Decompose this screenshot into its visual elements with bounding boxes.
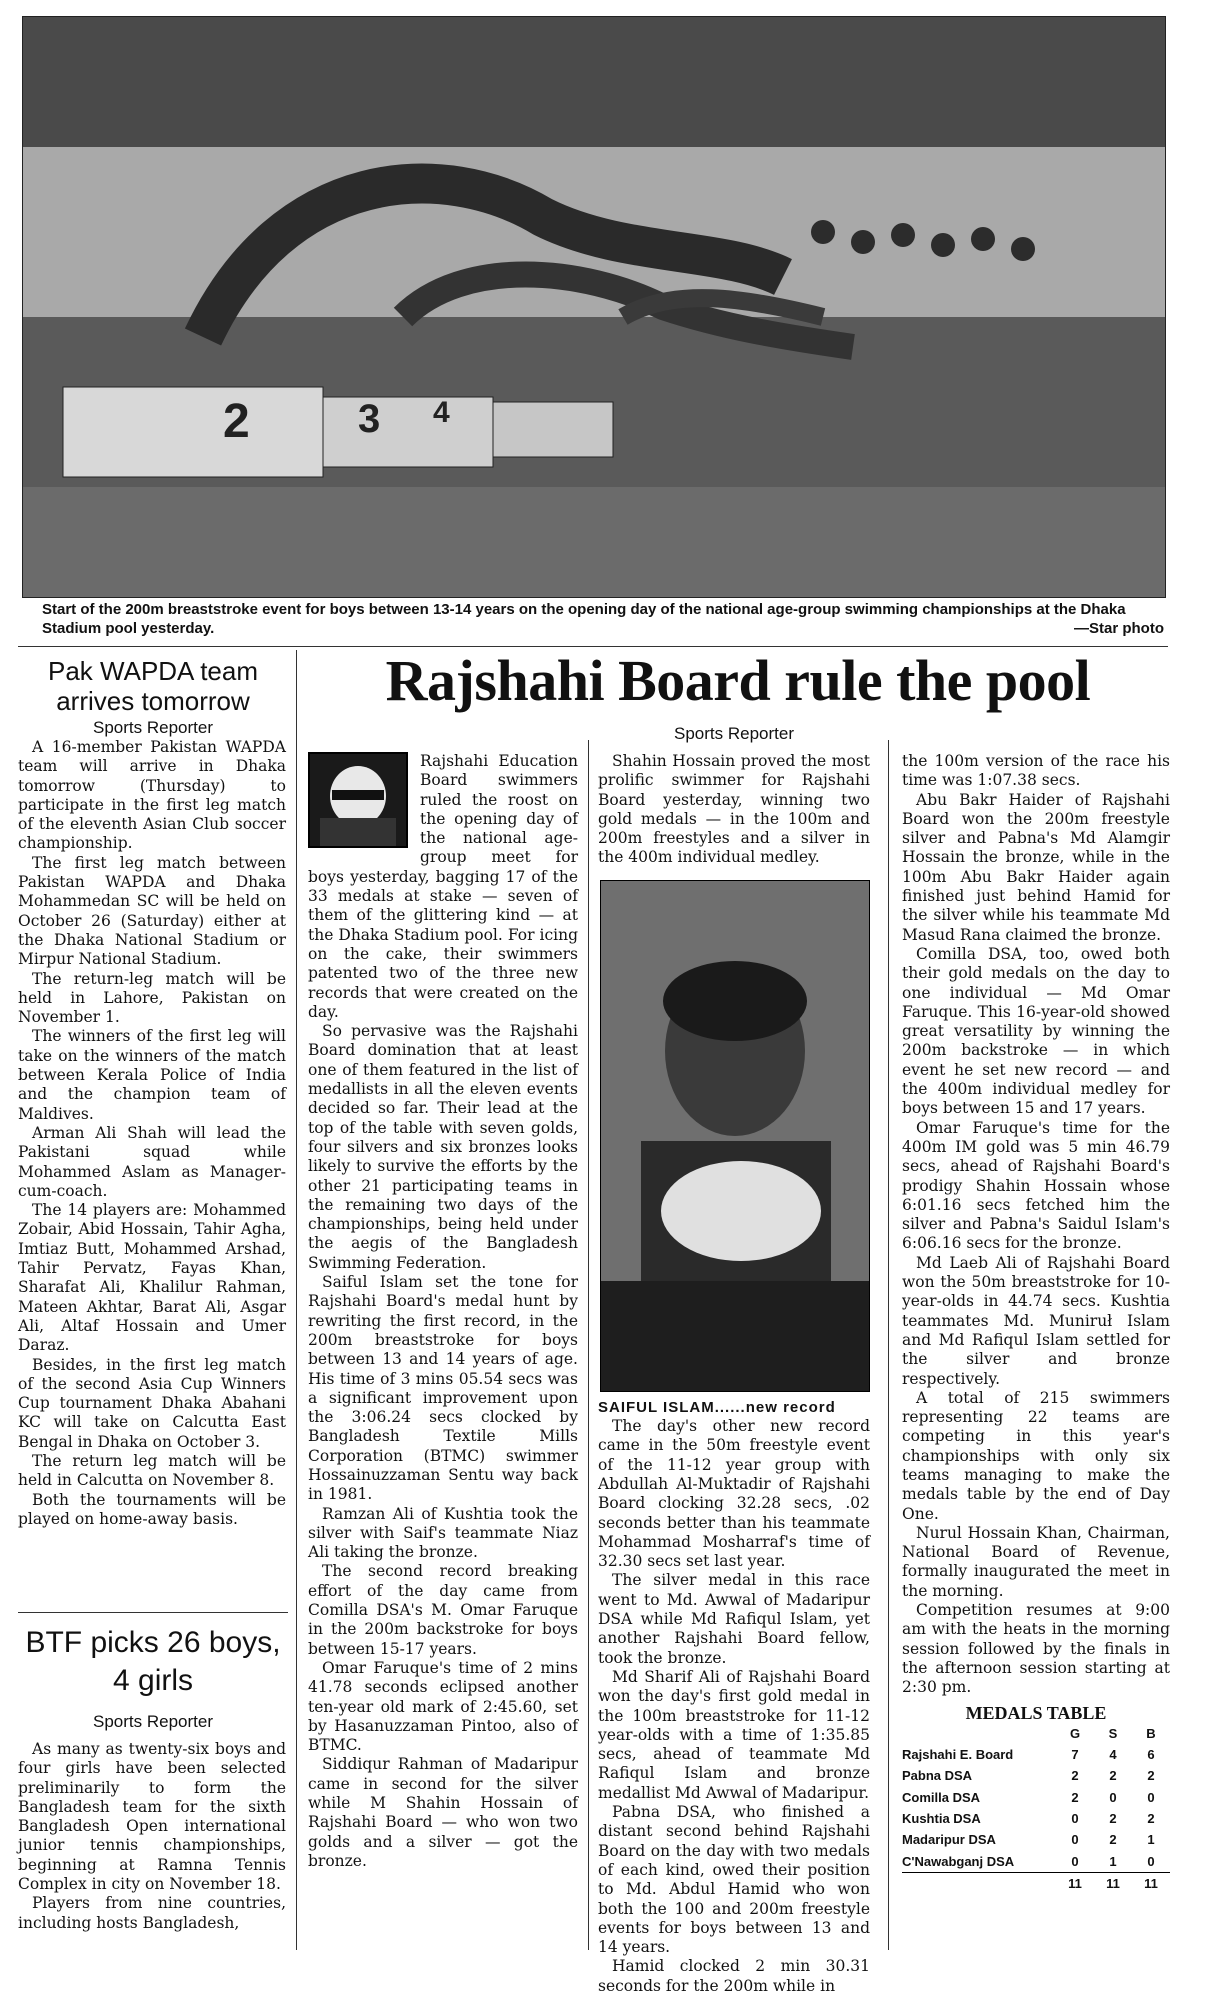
bronze-count: 0 [1147,1853,1155,1869]
bronze-count: 0 [1147,1789,1155,1805]
paragraph: Omar Faruque's time of 2 mins 41.78 seconds eclipsed another ten-year old mark of 2:45.60, set by Hasanuzzaman Pintoo, also of BTMC. [308,1658,578,1755]
header-silver: S [1108,1725,1118,1741]
silver-count: 2 [1109,1811,1117,1827]
paragraph: the 100m version of the race his time was 1:07.38 secs. [902,752,1170,790]
paragraph: Abu Bakr Haider of Rajshahi Board won the 200m freestyle silver and Pabna's Md Alamgir Hossain the bronze, while in the 100m Abu Bakr Haider again finished just behind Hamid for the silver while his teammate Md Masud Rana claimed the bronze. [902,790,1170,944]
wapda-byline: Sports Reporter [93,718,213,737]
column-rule-2 [588,740,589,1950]
gold-total: 11 [1056,1872,1094,1894]
photo-caption-text: Start of the 200m breaststroke event for boys between 13-14 years on the opening day of the national age-group swimming championships at the Dhaka Stadium pool yesterday. [42,601,1126,637]
paragraph: The first leg match between Pakistan WAPDA and Dhaka Mohammedan SC will be held on October 26 (Saturday) either at the Dhaka National Stadium or Mirpur National Stadium. [18,853,286,969]
silver-count: 4 [1109,1747,1117,1763]
column-rule-1 [296,650,297,1950]
medals-table [902,1723,1170,1894]
paragraph: Besides, in the first leg match of the second Asia Cup Winners Cup tournament Dhaka Abahani KC will take on Calcutta East Bengal in Dhaka on October 3. [18,1355,286,1451]
kid-photo-caption: SAIFUL ISLAM......new record [598,1398,836,1416]
main-byline: Sports Reporter [674,724,794,743]
header-gold: G [1069,1725,1081,1741]
paragraph: Arman Ali Shah will lead the Pakistani squad while Mohammed Aslam as Manager-cum-coach. [18,1123,286,1200]
team-name: Comilla DSA [902,1789,981,1805]
main-headline: Rajshahi Board rule the pool [385,648,1091,713]
paragraph: A total of 215 swimmers representing 22 teams are competing in this year's championships with only six teams managing to make the medals table by the end of Day One. [902,1388,1170,1523]
paragraph: Saiful Islam set the tone for Rajshahi Board's medal hunt by rewriting the first record, in the 200m breaststroke for boys between 13 and 14 years of age. His time of 3 mins 05.54 secs was a significant improvement upon the 3:06.24 secs clocked by Bangladesh Textile Mills Corporation (BTMC) swimmer Hossainuzzaman Sentu way back in 1981. [308,1273,578,1504]
gold-count: 0 [1071,1832,1079,1848]
paragraph: Siddiqur Rahman of Madaripur came in second for the silver while M Shahin Hossain of Rajshahi Board — who won two golds and a silver — got the bronze. [308,1755,578,1870]
paragraph: The 14 players are: Mohammed Zobair, Abid Hossain, Tahir Agha, Imtiaz Butt, Mohammed Arshad, Tahir Pervatz, Fayas Khan, Sharafat Ali, Khalilur Rahman, Mateen Akhtar, Barat Ali, Asgar Ali, Altaf Hossain and Umer Daraz. [18,1201,286,1355]
table-row [902,1851,1170,1873]
paragraph: Ramzan Ali of Kushtia took the silver with Saif's teammate Niaz Ali taking the bronze. [308,1504,578,1562]
paragraph: Competition resumes at 9:00 am with the heats in the morning session followed by the finals in the afternoon session starting at 2:30 pm. [902,1601,1170,1697]
main-article-col-3 [902,752,1170,1894]
paragraph: Hamid clocked 2 min 30.31 seconds for the 200m while in [598,1957,870,1995]
swimming-start-photo [22,16,1166,598]
gold-count: 0 [1071,1811,1079,1827]
btf-article [18,1740,286,1933]
section-rule [18,1612,288,1613]
paragraph: Md Sharif Ali of Rajshahi Board won the day's first gold medal in the 100m breaststroke for 11-12 year-olds with a time of 1:35.85 secs, ahead of teammate Md Rafiqul Islam and bronze medallist Md Awwal of Madaripur. [598,1667,870,1802]
paragraph: As many as twenty-six boys and four girls have been selected preliminarily to form the Bangladesh team for the sixth Bangladesh Open international junior tennis championships, beginning at Ramna Tennis Complex in city on November 18. [18,1740,286,1894]
btf-byline: Sports Reporter [93,1712,213,1731]
header-bronze: B [1146,1725,1156,1741]
block-number-4: 4 [433,396,450,429]
team-name: Rajshahi E. Board [902,1747,1014,1763]
table-row [902,1829,1170,1850]
table-row [902,1808,1170,1829]
photo-caption [42,600,1164,638]
main-article-col-1 [308,752,578,1871]
paragraph: Players from nine countries, including hosts Bangladesh, [18,1894,286,1932]
silver-count: 1 [1109,1853,1117,1869]
paragraph: The return leg match will be held in Calcutta on November 8. [18,1451,286,1490]
team-name: Kushtia DSA [902,1811,981,1827]
photo-credit: —Star photo [1074,620,1164,637]
paragraph: Both the tournaments will be played on home-away basis. [18,1490,286,1528]
bronze-count: 6 [1147,1747,1155,1763]
medals-header-row [902,1723,1170,1744]
paragraph: The second record breaking effort of the day came from Comilla DSA's M. Omar Faruque in the 200m backstroke for boys between 15-17 years. [308,1562,578,1658]
wapda-headline: Pak WAPDA team arrives tomorrow [48,656,258,716]
photo-scene [23,17,1165,597]
btf-headline: BTF picks 26 boys, 4 girls [25,1626,281,1697]
paragraph: A 16-member Pakistan WAPDA team will arrive in Dhaka tomorrow (Thursday) to participate in the first leg match of the eleventh Asian Club soccer championship. [18,738,286,853]
main-article-col-2 [598,752,870,1996]
top-rule [18,646,1168,647]
swimmer-head-icon [310,754,406,846]
gold-count: 7 [1071,1747,1079,1763]
paragraph: Omar Faruque's time for the 400m IM gold was 5 min 46.79 secs, ahead of Rajshahi Board's prodigy Shahin Hossain whose 6:01.16 secs fetched him the silver and Pabna's Saidul Islam's 6:06.16 secs for the bronze. [902,1118,1170,1253]
block-number-3: 3 [358,397,381,441]
team-name: C'Nawabganj DSA [902,1853,1015,1869]
reporter-inset-photo [308,752,408,848]
silver-count: 0 [1109,1789,1117,1805]
paragraph: The day's other new record came in the 50m freestyle event of the 11-12 year group with Abdullah Al-Muktadir of Rajshahi Board clocking 32.28 secs, .02 seconds better than his teammate Mohammad Mosharraf's time of 32.30 secs set last year. [598,1417,870,1571]
column-rule-3 [888,740,889,1950]
paragraph: So pervasive was the Rajshahi Board domination that at least one of them featured in the list of medallists in all the eleven events decided so far. Their lead at the top of the table with seven golds, four silvers and six bronzes looks likely to survive the efforts by the other 21 participating teams in the remaining two days of the championships, being held under the aegis of the Bangladesh Swimming Federation. [308,1022,578,1272]
totals-row [902,1872,1170,1894]
paragraph: Rajshahi Education Board swimmers ruled the roost on the opening day of the national age-group meet for boys yesterday, bagging 17 of the 33 medals at stake — seven of them of the glittering kind — at the Dhaka Stadium pool. For icing on the cake, their swimmers patented two of the three new records that were created on the day. [308,752,578,1021]
block-number-2: 2 [223,395,250,448]
paragraph: Nurul Hossain Khan, Chairman, National Board of Revenue, formally inaugurated the meet in the morning. [902,1523,1170,1600]
paragraph: Md Laeb Ali of Rajshahi Board won the 50m breaststroke for 10-year-olds in 44.74 secs. Kushtia teammates Md. Muniruł Islam and Md Rafiqul Islam settled for the silver and bronze respectively. [902,1253,1170,1388]
saiful-islam-photo [600,880,870,1392]
paragraph: The winners of the first leg will take on the winners of the match between Kerala Police of India and the champion team of Maldives. [18,1027,286,1123]
bronze-count: 2 [1147,1768,1155,1784]
gold-count: 2 [1071,1768,1079,1784]
paragraph: The silver medal in this race went to Md. Awwal of Madaripur DSA while Md Rafiqul Islam, yet another Rajshahi Board fellow, took the bronze. [598,1571,870,1667]
paragraph: Shahin Hossain proved the most prolific swimmer for Rajshahi Board yesterday, winning two gold medals — in the 100m and 200m freestyles and a silver in the 400m individual medley. [598,752,870,867]
team-name: Madaripur DSA [902,1832,996,1848]
silver-count: 2 [1109,1768,1117,1784]
bronze-count: 1 [1147,1832,1155,1848]
wapda-article [18,738,286,1529]
silver-count: 2 [1109,1832,1117,1848]
swimmer-portrait [601,881,869,1391]
table-row [902,1744,1170,1765]
table-row [902,1765,1170,1786]
paragraph: Pabna DSA, who finished a distant second behind Rajshahi Board on the day with two medals of each kind, owed their position to Md. Abdul Hamid who won both the 100 and 200m freestyle events for boys between 13 and 14 years. [598,1803,870,1957]
paragraph: Comilla DSA, too, owed both their gold medals on the day to one individual — Md Omar Faruque. This 16-year-old showed great versatility by winning the 200m backstroke — in which event he set new record — and the 400m individual medley for boys between 15 and 17 years. [902,944,1170,1118]
bronze-count: 2 [1147,1811,1155,1827]
table-row [902,1787,1170,1808]
team-name: Pabna DSA [902,1768,973,1784]
gold-count: 0 [1071,1853,1079,1869]
medals-table-title: MEDALS TABLE [965,1702,1107,1723]
silver-total: 11 [1094,1872,1132,1894]
paragraph: The return-leg match will be held in Lahore, Pakistan on November 1. [18,969,286,1027]
gold-count: 2 [1071,1789,1079,1805]
bronze-total: 11 [1132,1872,1170,1894]
